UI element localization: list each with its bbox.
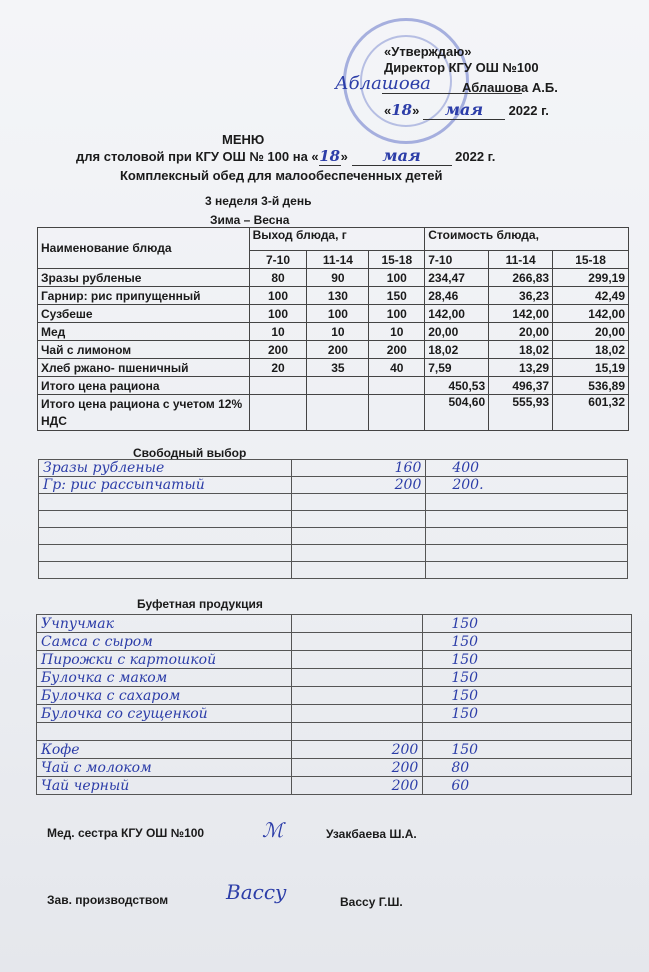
buffet-item-weight: [291, 615, 423, 633]
buffet-row: [37, 615, 632, 633]
manager-role: Зав. производством: [47, 893, 169, 907]
cost-value: 299,19: [553, 269, 629, 287]
buffet-row: [37, 741, 632, 759]
buffet-item-name: Чай черный: [37, 777, 292, 795]
buffet-item-name: Булочка со сгущенкой: [37, 705, 292, 723]
buffet-item-price: [423, 723, 632, 741]
free-choice-row: [39, 460, 628, 477]
yield-value: 10: [249, 323, 307, 341]
yield-value: 20: [249, 359, 307, 377]
total-vat-value: 504,60: [425, 395, 489, 431]
yield-value: 100: [307, 305, 369, 323]
nurse-role: Мед. сестра КГУ ОШ №100: [47, 826, 205, 840]
buffet-item-price: 150: [423, 669, 632, 687]
cost-value: 36,23: [489, 287, 553, 305]
total-vat-value: 555,93: [489, 395, 553, 431]
director-signature: Аблашова: [335, 73, 431, 94]
free-item-price: 200.: [426, 477, 628, 494]
total-value: 536,89: [553, 377, 629, 395]
buffet-item-price: 150: [423, 687, 632, 705]
buffet-item-weight: [291, 687, 423, 705]
buffet-item-name: Самса с сыром: [37, 633, 292, 651]
free-choice-table: [38, 459, 628, 579]
buffet-title: Буфетная продукция: [137, 597, 263, 611]
buffet-item-name: Чай с молоком: [37, 759, 292, 777]
col-name-header: Наименование блюда: [38, 228, 250, 269]
buffet-item-price: 150: [423, 633, 632, 651]
buffet-row: [37, 633, 632, 651]
buffet-item-name: Кофе: [37, 741, 292, 759]
dish-name: Гарнир: рис припущенный: [38, 287, 250, 305]
cost-value: 142,00: [489, 305, 553, 323]
yield-value: 10: [369, 323, 425, 341]
age-header: 7-10: [425, 251, 489, 269]
buffet-item-weight: 200: [291, 777, 423, 795]
age-header: 11-14: [307, 251, 369, 269]
approval-title: «Утверждаю»: [384, 44, 472, 59]
col-yield-header: Выход блюда, г: [249, 228, 425, 251]
dish-name: Мед: [38, 323, 250, 341]
cost-value: 42,49: [553, 287, 629, 305]
total-value: 450,53: [425, 377, 489, 395]
buffet-item-weight: [291, 723, 423, 741]
buffet-item-weight: [291, 705, 423, 723]
total-vat-label: Итого цена рациона с учетом 12% НДС: [38, 395, 250, 431]
menu-row: [38, 341, 629, 359]
free-choice-row: [39, 562, 628, 579]
buffet-item-name: [37, 723, 292, 741]
buffet-row: [37, 777, 632, 795]
buffet-row: [37, 705, 632, 723]
buffet-item-weight: [291, 669, 423, 687]
manager-signature: Вассу: [226, 880, 287, 904]
menu-row: [38, 305, 629, 323]
approval-name: Аблашова А.Б.: [462, 80, 558, 95]
buffet-item-price: 150: [423, 615, 632, 633]
free-choice-row: [39, 545, 628, 562]
subtitle-prefix: для столовой при КГУ ОШ № 100 на «: [76, 149, 319, 164]
age-header: 15-18: [369, 251, 425, 269]
buffet-item-price: 150: [423, 651, 632, 669]
yield-value: 100: [249, 287, 307, 305]
nurse-name: Узакбаева Ш.А.: [326, 827, 417, 841]
menu-title: МЕНЮ: [222, 132, 265, 147]
free-item-weight: 200: [291, 477, 426, 494]
menu-line2: Комплексный обед для малообеспеченных детей: [120, 168, 443, 183]
dish-name: Хлеб ржано- пшеничный: [38, 359, 250, 377]
free-item-name: Гр: рис рассыпчатый: [39, 477, 292, 494]
total-label: Итого цена рациона: [38, 377, 250, 395]
buffet-item-price: 150: [423, 705, 632, 723]
age-header: 7-10: [249, 251, 307, 269]
free-item-name: Зразы рубленые: [39, 460, 292, 477]
yield-value: 35: [307, 359, 369, 377]
menu-row: [38, 323, 629, 341]
cost-value: 142,00: [553, 305, 629, 323]
total-value: 496,37: [489, 377, 553, 395]
cost-value: 18,02: [425, 341, 489, 359]
approval-position: Директор КГУ ОШ №100: [384, 60, 539, 75]
total-vat-value: 601,32: [553, 395, 629, 431]
buffet-item-price: 80: [423, 759, 632, 777]
nurse-signature: ℳ: [262, 818, 284, 842]
buffet-item-weight: [291, 633, 423, 651]
buffet-item-name: Булочка с маком: [37, 669, 292, 687]
menu-year: 2022 г.: [455, 149, 496, 164]
yield-value: 40: [369, 359, 425, 377]
cost-value: 13,29: [489, 359, 553, 377]
buffet-table: [36, 614, 632, 795]
cost-value: 266,83: [489, 269, 553, 287]
free-item-weight: 160: [291, 460, 426, 477]
cost-value: 18,02: [489, 341, 553, 359]
buffet-row: [37, 669, 632, 687]
free-choice-row: [39, 511, 628, 528]
approval-day: 18: [391, 101, 413, 119]
buffet-item-price: 150: [423, 741, 632, 759]
buffet-row: [37, 759, 632, 777]
buffet-row: [37, 687, 632, 705]
yield-value: 80: [249, 269, 307, 287]
menu-table: [37, 227, 629, 431]
buffet-item-name: Учпучмак: [37, 615, 292, 633]
dish-name: Зразы рубленые: [38, 269, 250, 287]
cost-value: 20,00: [553, 323, 629, 341]
age-header: 11-14: [489, 251, 553, 269]
cost-value: 234,47: [425, 269, 489, 287]
buffet-item-weight: 200: [291, 759, 423, 777]
buffet-item-name: Булочка с сахаром: [37, 687, 292, 705]
cost-value: 18,02: [553, 341, 629, 359]
buffet-row: [37, 723, 632, 741]
buffet-row: [37, 651, 632, 669]
yield-value: 100: [249, 305, 307, 323]
buffet-item-weight: 200: [291, 741, 423, 759]
free-choice-row: [39, 494, 628, 511]
col-cost-header: Стоимость блюда,: [425, 228, 629, 251]
menu-line4: Зима – Весна: [210, 213, 290, 227]
buffet-item-price: 60: [423, 777, 632, 795]
buffet-item-name: Пирожки с картошкой: [37, 651, 292, 669]
cost-value: 15,19: [553, 359, 629, 377]
age-header: 15-18: [553, 251, 629, 269]
menu-month: мая: [352, 146, 452, 166]
manager-name: Вассу Г.Ш.: [340, 895, 403, 909]
dish-name: Сузбеше: [38, 305, 250, 323]
yield-value: 90: [307, 269, 369, 287]
buffet-item-weight: [291, 651, 423, 669]
menu-subtitle: для столовой при КГУ ОШ № 100 на «18» мая 2022 г.: [76, 146, 496, 165]
cost-value: 142,00: [425, 305, 489, 323]
free-choice-row: [39, 528, 628, 545]
menu-row: [38, 287, 629, 305]
cost-value: 20,00: [489, 323, 553, 341]
menu-row: [38, 269, 629, 287]
yield-value: 200: [307, 341, 369, 359]
dish-name: Чай с лимоном: [38, 341, 250, 359]
approval-month: мая: [423, 100, 505, 120]
free-choice-title: Свободный выбор: [133, 446, 247, 460]
menu-line3: 3 неделя 3-й день: [205, 194, 312, 208]
yield-value: 200: [369, 341, 425, 359]
menu-day: 18: [319, 147, 341, 165]
yield-value: 10: [307, 323, 369, 341]
yield-value: 130: [307, 287, 369, 305]
approval-year: 2022 г.: [508, 103, 549, 118]
cost-value: 28,46: [425, 287, 489, 305]
yield-value: 200: [249, 341, 307, 359]
yield-value: 100: [369, 305, 425, 323]
approval-date: «18» мая 2022 г.: [384, 100, 549, 119]
free-choice-row: [39, 477, 628, 494]
yield-value: 150: [369, 287, 425, 305]
cost-value: 20,00: [425, 323, 489, 341]
free-item-price: 400: [426, 460, 628, 477]
menu-row: [38, 359, 629, 377]
yield-value: 100: [369, 269, 425, 287]
cost-value: 7,59: [425, 359, 489, 377]
